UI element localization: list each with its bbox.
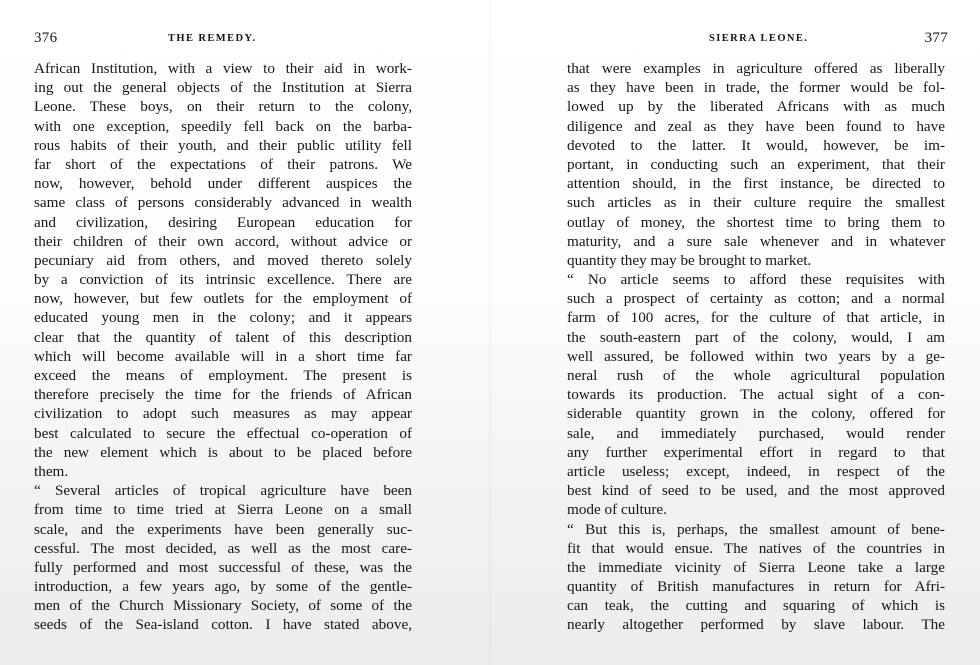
text-line: attention should, in the first instance, be directed to [567,175,945,193]
right-running-head [567,30,948,50]
text-line: as they have been in trade, the former would be fol- [567,79,945,97]
text-line: quantity they may be brought to market. [567,251,812,269]
page-number-right: 377 [924,30,948,46]
book-gutter [488,0,492,665]
text-line: scale, and the experiments have been generally suc- [34,520,412,538]
text-line: exceed the means of employment. The present is [34,367,412,384]
text-line: neral rush of the whole agricultural population [567,367,945,384]
text-line: siderable quantity grown in the colony, offered for [567,405,945,423]
text-line: with one exception, speedily fell back on the barba- [34,117,412,135]
left-page [34,0,412,665]
text-line: therefore precisely the time for the friends of African [34,386,412,404]
text-line: such a prospect of certainty as cotton; and a normal [567,290,945,308]
text-line: ing out the general objects of the Institution at Sierra [34,79,412,97]
text-line: “ But this is, perhaps, the smallest amount of bene- [567,520,945,538]
text-line: and civilization, desiring European education for [34,213,412,231]
text-line: can teak, the cutting and squaring of which is [567,597,945,615]
text-line: “ Several articles of tropical agriculture have been [34,482,412,500]
text-line: best kind of seed to be used, and the most approved [567,482,945,500]
text-line: such articles as in their culture require the smallest [567,194,945,212]
text-line: educated young men in the colony; and it appears [34,309,412,327]
right-page [567,0,948,665]
text-line: portant, in conducting such an experiment, that their [567,155,945,173]
text-line: “ No article seems to afford these requisites with [567,271,945,289]
text-line: lowed up by the liberated Africans with as much [567,98,945,116]
left-body-text [34,59,412,635]
text-line: civilization to adopt such measures as may appear [34,405,412,423]
text-line: same class of persons considerably advanced in wealth [34,194,412,212]
text-line: clear that the quantity of talent of this description [34,328,412,346]
text-line: that were examples in agriculture offered as liberally [567,60,945,77]
text-line: which will become available will in a short time far [34,347,412,365]
text-line: well assured, be followed within two years by a ge- [567,347,945,365]
running-head-title-left: THE REMEDY. [168,33,257,44]
text-line: mode of culture. [567,501,667,519]
text-line: fully performed and most successful of these, was the [34,558,412,576]
text-line: now, however, behold under different auspices the [34,175,412,193]
text-line: men of the Church Missionary Society, of some of the [34,597,412,615]
text-line: sale, and immediately purchased, would render [567,424,945,442]
text-line: fit that would ensue. The natives of the countries in [567,539,945,557]
text-line: them. [34,462,69,480]
text-line: African Institution, with a view to their aid in work- [34,60,412,77]
left-running-head [34,30,412,50]
text-line: maturity, and a sure sale whenever and in whatever [567,232,945,250]
text-line: any further experimental effort in regard to that [567,443,945,461]
running-head-title-right: SIERRA LEONE. [709,33,809,44]
text-line: now, however, but few outlets for the employment of [34,290,412,308]
text-line: seeds of the Sea-island cotton. I have stated above, [34,616,412,634]
text-line: far short of the expectations of their patrons. We [34,155,412,173]
text-line: pecuniary aid from others, and moved thereto solely [34,251,412,269]
text-line: rous habits of their youth, and their public utility fell [34,136,412,154]
text-line: by a conviction of its intrinsic excellence. There are [34,271,412,289]
text-line: Leone. These boys, on their return to the colony, [34,98,412,116]
text-line: cessful. The most decided, as well as the most care- [34,539,412,557]
right-body-text [567,59,945,635]
text-line: best calculated to secure the effectual co-operation of [34,424,412,442]
text-line: farm of 100 acres, for the culture of that article, in [567,309,945,327]
text-line: diligence and zeal as they have been found to have [567,117,945,135]
text-line: from time to time tried at Sierra Leone on a small [34,501,412,519]
text-line: the south-eastern part of the colony, would, I am [567,328,945,346]
text-line: the immediate vicinity of Sierra Leone take a large [567,558,945,576]
text-line: towards its production. The actual sight of a con- [567,386,945,404]
text-line: introduction, a few years ago, by some of the gentle- [34,578,412,596]
text-line: outlay of money, the shortest time to bring them to [567,213,945,231]
text-line: the new element which is about to be placed before [34,443,412,461]
text-line: devoted to the latter. It would, however, be im- [567,136,945,154]
text-line: nearly altogether performed by slave labour. The [567,616,945,634]
page-number-left: 376 [34,30,58,46]
text-line: article useless; except, indeed, in respect of the [567,462,945,480]
text-line: their children of their own accord, without advice or [34,232,412,250]
text-line: quantity of British manufactures in return for Afri- [567,578,945,596]
